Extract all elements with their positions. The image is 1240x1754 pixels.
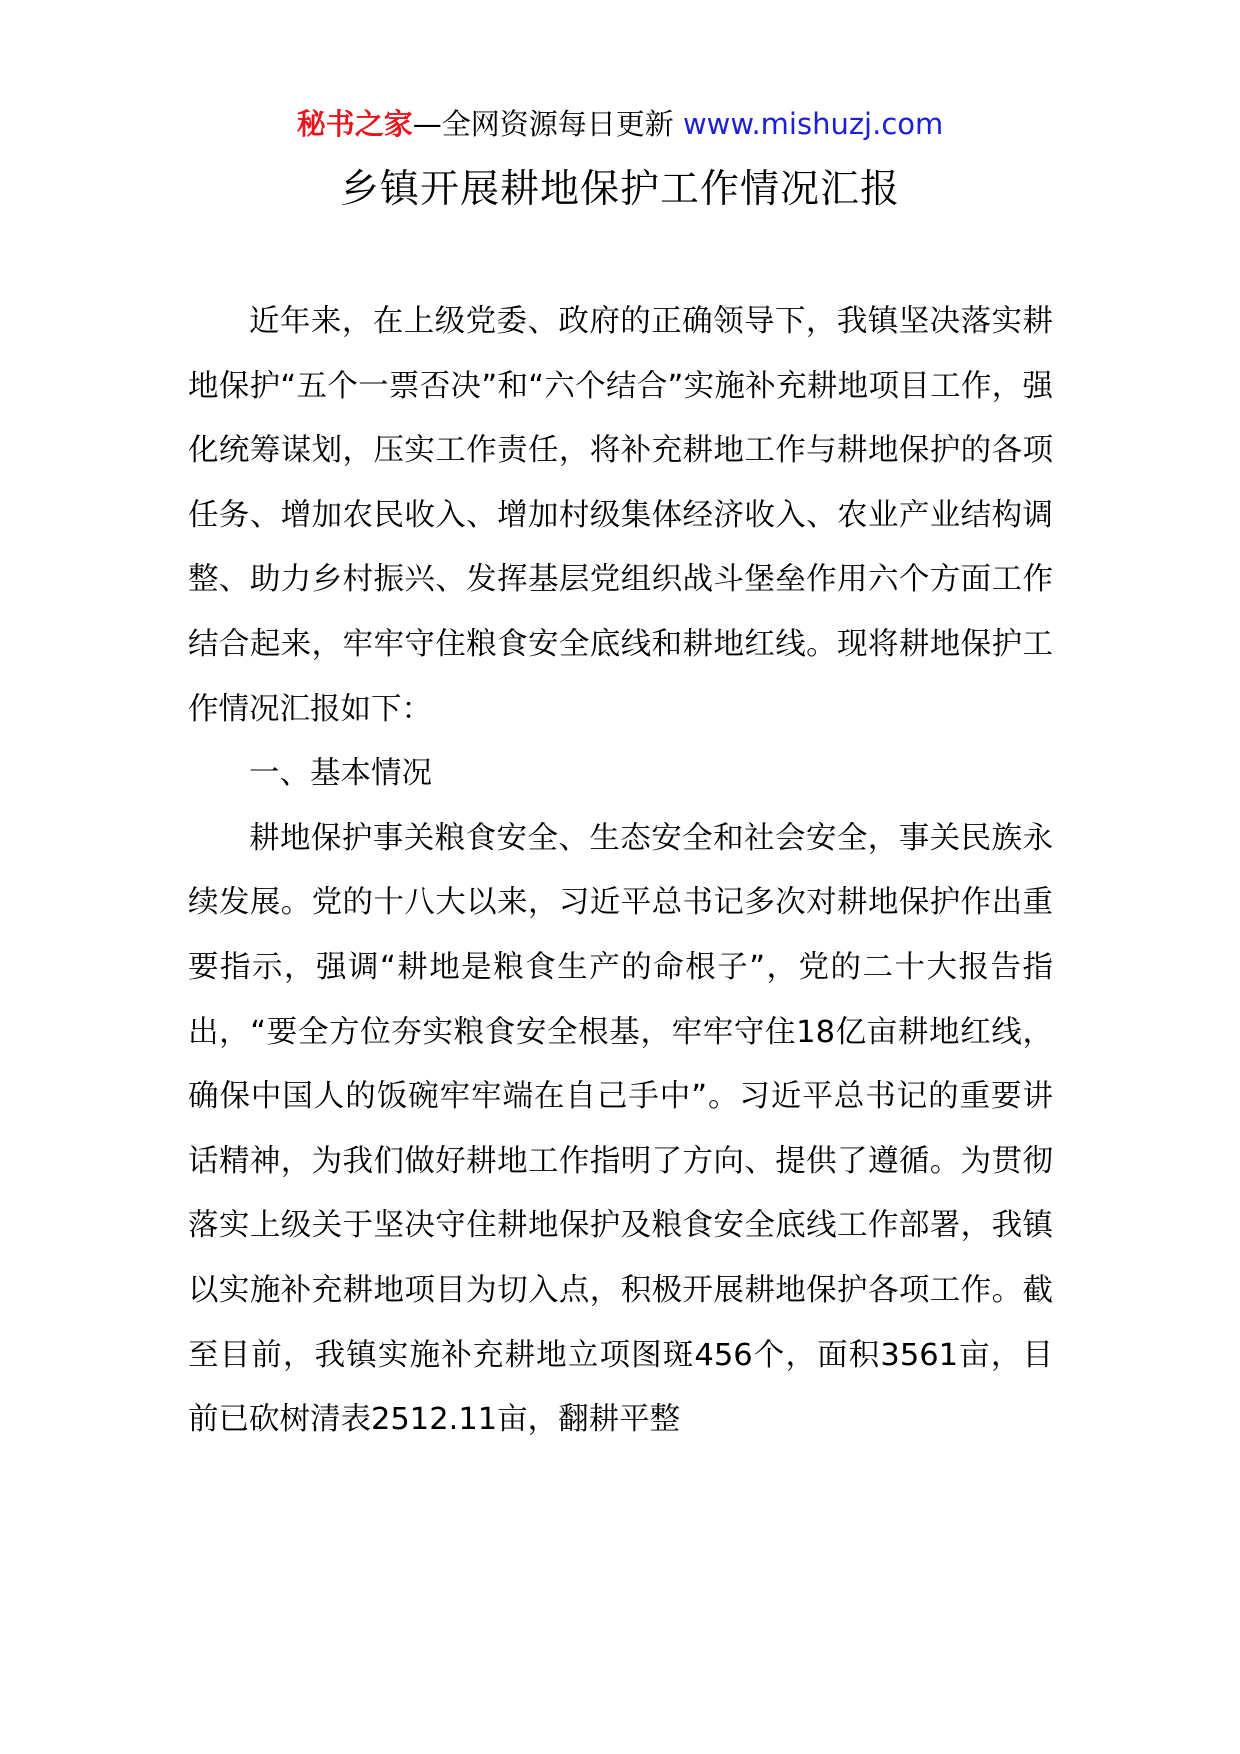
body-paragraph: 耕地保护事关粮食安全、生态安全和社会安全，事关民族永续发展。党的十八大以来，习近平总书记多次对耕地保护作出重要指示，强调“耕地是粮食生产的命根子”，党的二十大报告指出，“要全方位夯实粮食安全根基，牢牢守住18亿亩耕地红线，确保中国人的饭碗牢牢端在自己手中”。习近平总书记的重要讲话精神，为我们做好耕地工作指明了方向、提供了遵循。为贯彻落实上级关于坚决守住耕地保护及粮食安全底线工作部署，我镇以实施补充耕地项目为切入点，积极开展耕地保护各项工作。截至目前，我镇实施补充耕地立项图斑456个，面积3561亩，目前已砍树清表2512.11亩，翻耕平整 — [188, 820, 1053, 1438]
site-header — [0, 104, 1240, 144]
document-title: 乡镇开展耕地保护工作情况汇报 — [339, 167, 900, 212]
site-url: www.mishuzj.com — [682, 107, 944, 141]
brand-name: 秘书之家 — [296, 107, 413, 141]
document-body — [188, 290, 1053, 1453]
section-heading: 一、基本情况 — [249, 756, 432, 792]
intro-paragraph: 近年来，在上级党委、政府的正确领导下，我镇坚决落实耕地保护“五个一票否决”和“六个结合”实施补充耕地项目工作，强化统筹谋划，压实工作责任，将补充耕地工作与耕地保护的各项任务、增加农民收入、增加村级集体经济收入、农业产业结构调整、助力乡村振兴、发挥基层党组织战斗堡垒作用六个方面工作结合起来，牢牢守住粮食安全底线和耕地红线。现将耕地保护工作情况汇报如下： — [188, 304, 1053, 727]
site-slogan: —全网资源每日更新 — [412, 107, 683, 141]
